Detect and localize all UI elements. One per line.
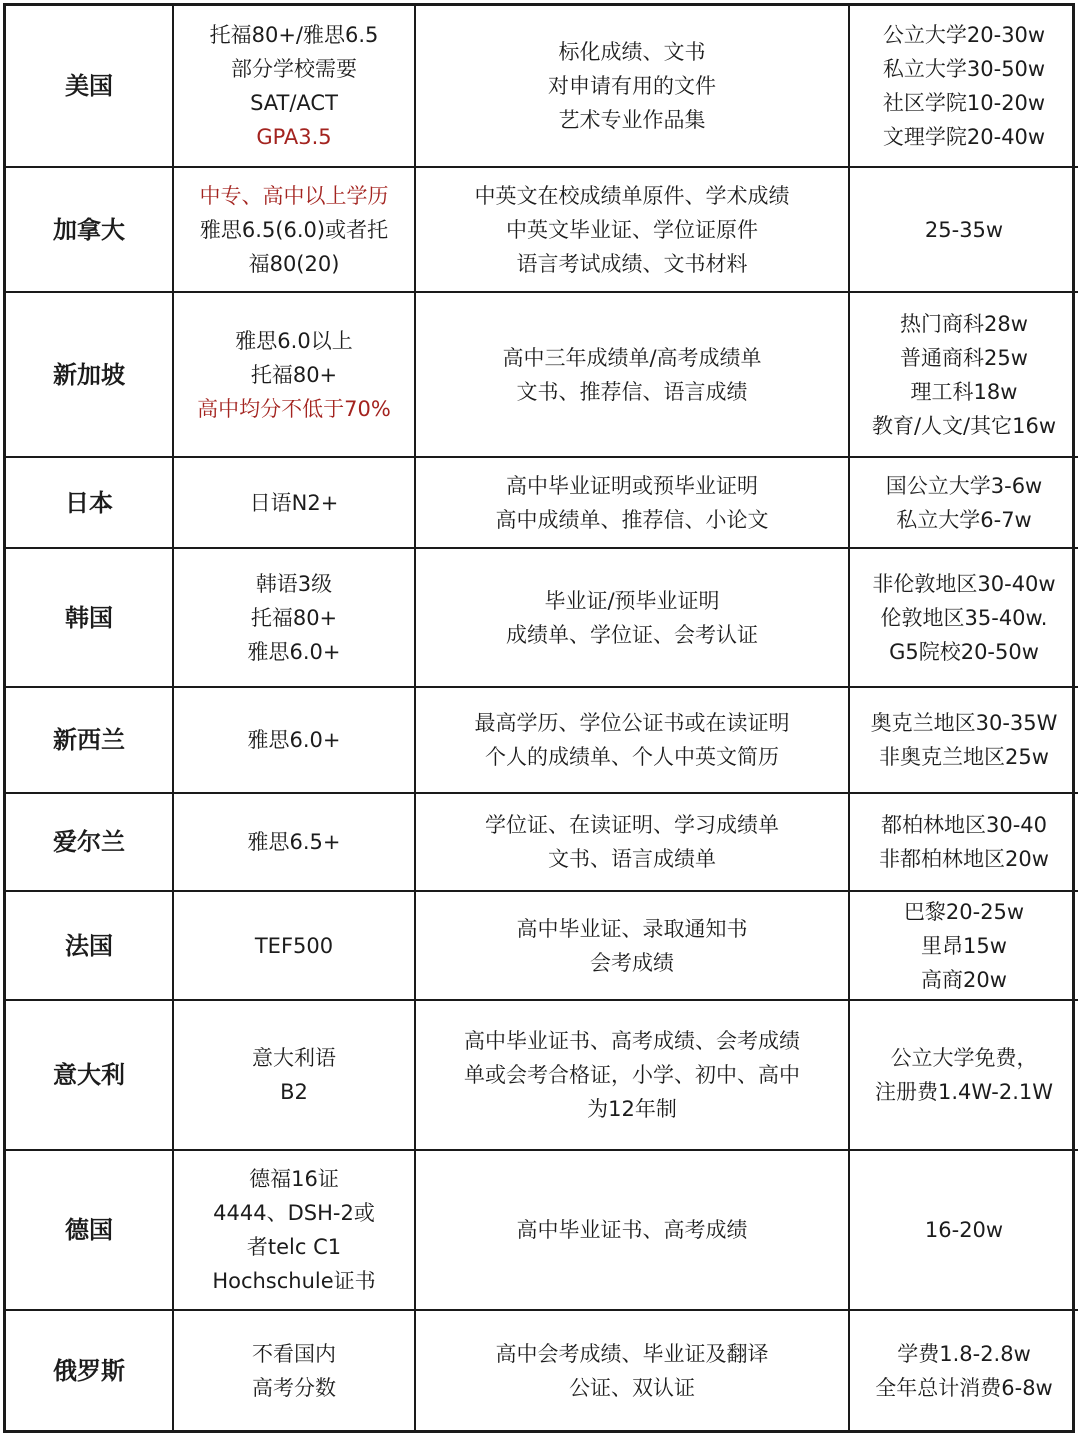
requirement-line: 托福80+/雅思6.5 (209, 23, 379, 47)
cost-line: 里昂15w (921, 933, 1007, 958)
cost-line: 全年总计消费6-8w (875, 1375, 1053, 1400)
requirement-line: TEF500 (254, 933, 334, 958)
country-cell: 意大利 (6, 1000, 173, 1150)
requirements-cell (173, 167, 415, 292)
cost-line: 私立大学6-7w (896, 507, 1032, 532)
table-row (6, 1150, 1078, 1310)
material-line: 高中毕业证书、高考成绩 (516, 1218, 748, 1242)
cost-cell (849, 548, 1078, 687)
requirement-line: B2 (280, 1080, 308, 1104)
cost-line: 都柏林地区30-40 (880, 813, 1048, 837)
cost-cell (849, 1000, 1078, 1150)
table-row (6, 793, 1078, 891)
table-row (6, 6, 1078, 167)
country-cell: 新西兰 (6, 687, 173, 793)
country-cell: 日本 (6, 457, 173, 548)
requirement-line: 雅思6.5+ (247, 830, 341, 854)
requirement-line: 托福80+ (250, 362, 338, 387)
materials-cell (415, 793, 849, 891)
material-line: 高中毕业证书、高考成绩、会考成绩 (464, 1029, 800, 1053)
requirement-line: 4444、DSH-2或 (213, 1201, 375, 1225)
requirements-cell (173, 457, 415, 548)
cost-line: 普通商科25w (900, 345, 1028, 370)
table-row (6, 292, 1078, 457)
country-cell: 俄罗斯 (6, 1310, 173, 1430)
cost-line: 伦敦地区35-40w. (880, 605, 1048, 630)
cost-line: 非都柏林地区20w (879, 847, 1049, 871)
requirement-line: 高考分数 (252, 1375, 336, 1400)
requirements-cell (173, 1310, 415, 1430)
cost-line: 16-20w (924, 1218, 1004, 1242)
cost-cell (849, 167, 1078, 292)
materials-cell (415, 1150, 849, 1310)
material-line: 标化成绩、文书 (558, 40, 706, 64)
materials-cell (415, 457, 849, 548)
cost-line: 非奥克兰地区25w (879, 745, 1049, 769)
material-line: 学位证、在读证明、学习成绩单 (485, 813, 779, 837)
cost-line: 教育/人文/其它16w (871, 413, 1057, 438)
table-row (6, 1310, 1078, 1430)
requirement-line: Hochschule证书 (212, 1269, 376, 1293)
requirements-cell (173, 1000, 415, 1150)
material-line: 单或会考合格证，小学、初中、高中 (464, 1063, 800, 1087)
cost-line: 私立大学30-50w (882, 57, 1046, 81)
cost-line: 25-35w (924, 217, 1004, 242)
material-line: 对申请有用的文件 (548, 74, 716, 98)
material-line: 公证、双认证 (569, 1375, 695, 1400)
cost-cell (849, 1150, 1078, 1310)
cost-line: 高商20w (921, 967, 1007, 992)
material-line: 会考成绩 (590, 950, 674, 975)
requirement-line: 德福16证 (249, 1167, 339, 1191)
material-line: 中英文毕业证、学位证原件 (506, 217, 758, 242)
material-line: 高中三年成绩单/高考成绩单 (502, 345, 762, 370)
cost-line: 热门商科28w (900, 311, 1028, 336)
requirement-line: 意大利语 (252, 1046, 336, 1070)
material-line: 最高学历、学位公证书或在读证明 (474, 711, 790, 735)
material-line: 高中毕业证、录取通知书 (516, 916, 748, 941)
country-cell: 加拿大 (6, 167, 173, 292)
material-line: 为12年制 (587, 1097, 677, 1121)
materials-cell (415, 1310, 849, 1430)
country-cell: 新加坡 (6, 292, 173, 457)
requirement-line: 不看国内 (252, 1341, 336, 1366)
material-line: 文书、语言成绩单 (548, 847, 716, 871)
table-row (6, 891, 1078, 1000)
cost-line: 非伦敦地区30-40w (872, 571, 1056, 596)
requirement-line: 部分学校需要 (231, 57, 357, 81)
cost-cell (849, 6, 1078, 167)
cost-line: 国公立大学3-6w (885, 473, 1043, 498)
requirements-cell (173, 891, 415, 1000)
cost-cell (849, 687, 1078, 793)
cost-cell (849, 891, 1078, 1000)
requirement-line: GPA3.5 (256, 125, 332, 149)
requirements-cell (173, 548, 415, 687)
requirement-line: 者telc C1 (246, 1235, 342, 1259)
requirement-line: 雅思6.0以上 (235, 328, 353, 353)
requirement-line: SAT/ACT (250, 91, 338, 115)
materials-cell (415, 167, 849, 292)
cost-line: 文理学院20-40w (882, 125, 1046, 149)
cost-cell (849, 457, 1078, 548)
cost-line: 奥克兰地区30-35W (870, 711, 1058, 735)
requirement-line: 托福80+ (250, 605, 338, 630)
material-line: 语言考试成绩、文书材料 (516, 251, 748, 276)
requirement-line: 雅思6.0+ (247, 728, 341, 752)
material-line: 成绩单、学位证、会考认证 (506, 622, 758, 647)
cost-cell (849, 292, 1078, 457)
cost-line: G5院校20-50w (889, 639, 1039, 664)
table-row (6, 167, 1078, 292)
study-abroad-table-container (3, 3, 1075, 1433)
table-row (6, 548, 1078, 687)
requirement-line: 高中均分不低于70% (197, 396, 391, 421)
country-cell: 韩国 (6, 548, 173, 687)
requirements-cell (173, 6, 415, 167)
requirement-line: 福80(20) (248, 251, 340, 276)
requirements-cell (173, 292, 415, 457)
country-cell: 爱尔兰 (6, 793, 173, 891)
materials-cell (415, 891, 849, 1000)
material-line: 高中会考成绩、毕业证及翻译 (495, 1341, 769, 1366)
materials-cell (415, 687, 849, 793)
table-body (6, 6, 1078, 1430)
materials-cell (415, 1000, 849, 1150)
material-line: 艺术专业作品集 (558, 108, 706, 132)
cost-cell (849, 793, 1078, 891)
cost-line: 巴黎20-25w (903, 899, 1025, 924)
material-line: 中英文在校成绩单原件、学术成绩 (474, 183, 790, 208)
cost-line: 公立大学20-30w (882, 23, 1046, 47)
country-cell: 法国 (6, 891, 173, 1000)
requirement-line: 日语N2+ (249, 490, 339, 515)
materials-cell (415, 548, 849, 687)
table-row (6, 687, 1078, 793)
cost-line: 学费1.8-2.8w (897, 1341, 1031, 1366)
cost-line: 公立大学免费， (890, 1046, 1038, 1070)
requirements-cell (173, 1150, 415, 1310)
material-line: 高中成绩单、推荐信、小论文 (495, 507, 769, 532)
requirement-line: 雅思6.0+ (247, 639, 341, 664)
cost-line: 社区学院10-20w (882, 91, 1046, 115)
country-cell: 德国 (6, 1150, 173, 1310)
materials-cell (415, 6, 849, 167)
requirements-cell (173, 687, 415, 793)
table-row (6, 1000, 1078, 1150)
requirement-line: 雅思6.5(6.0)或者托 (199, 217, 389, 242)
material-line: 高中毕业证明或预毕业证明 (506, 473, 758, 498)
study-abroad-table (6, 6, 1078, 1430)
requirement-line: 中专、高中以上学历 (199, 183, 389, 208)
cost-line: 注册费1.4W-2.1W (874, 1080, 1054, 1104)
cost-line: 理工科18w (910, 379, 1018, 404)
cost-cell (849, 1310, 1078, 1430)
requirement-line: 韩语3级 (255, 571, 333, 596)
material-line: 文书、推荐信、语言成绩 (516, 379, 748, 404)
materials-cell (415, 292, 849, 457)
material-line: 个人的成绩单、个人中英文简历 (485, 745, 779, 769)
material-line: 毕业证/预毕业证明 (544, 588, 720, 613)
table-row (6, 457, 1078, 548)
country-cell: 美国 (6, 6, 173, 167)
requirements-cell (173, 793, 415, 891)
